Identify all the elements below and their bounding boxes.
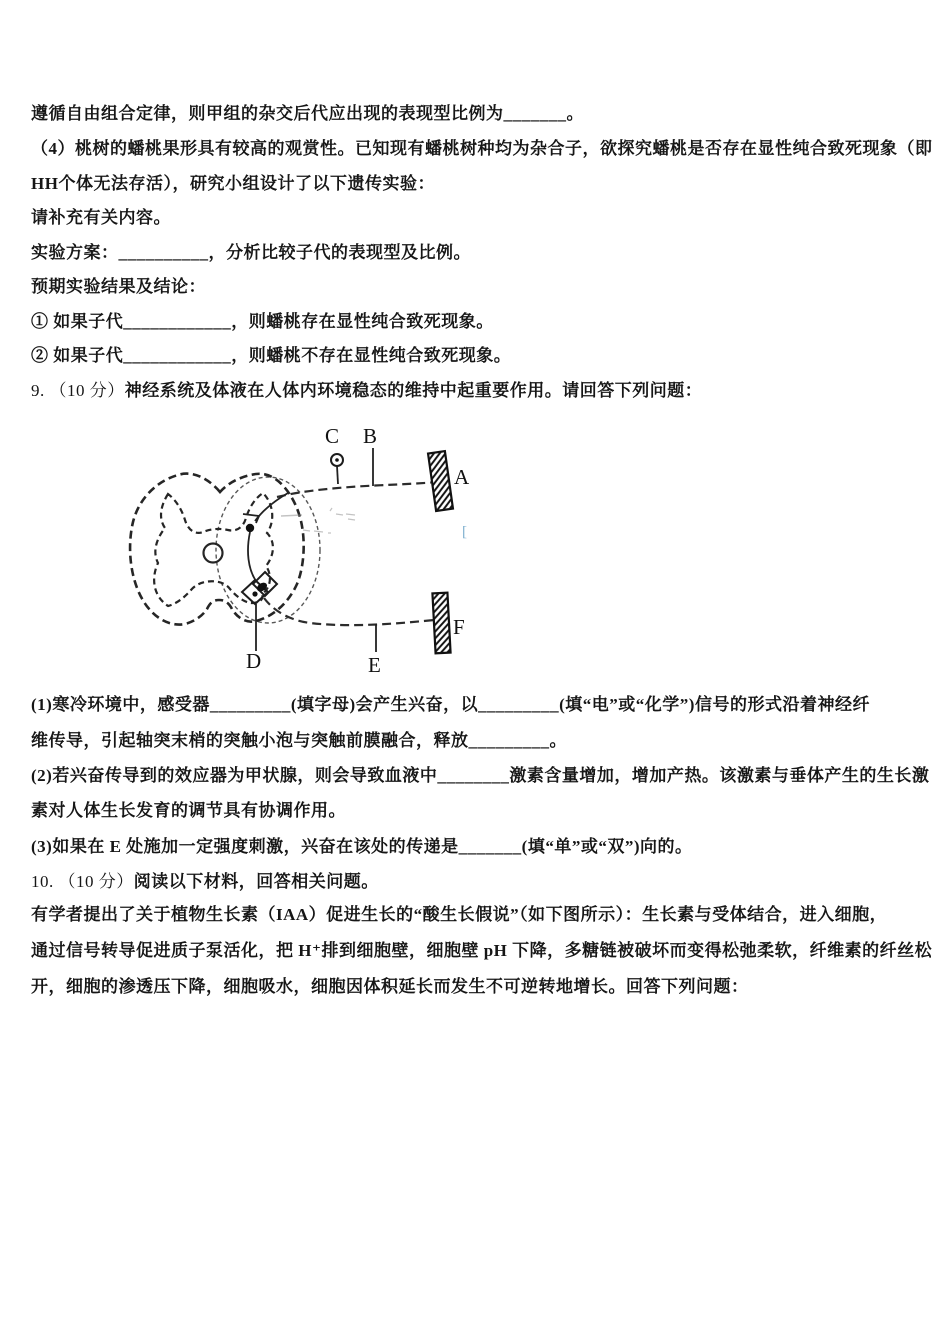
figure-label-b: B [363, 424, 378, 448]
efferent-nerve-path [264, 598, 434, 625]
text-line-10: 维传导，引起轴突末梢的突触小泡与突触前膜融合，释放_________。 [31, 731, 567, 750]
figure-label-d: D [246, 649, 262, 673]
blue-scan-artifact: [ [462, 524, 467, 540]
figure-label-a: A [454, 465, 470, 489]
text-line-14 [31, 872, 379, 892]
figure-label-f: F [453, 615, 465, 639]
text-line-15: 有学者提出了关于植物生长素（IAA）促进生长的“酸生长假说”（如下图所示）：生长素与受体结合，进入细胞， [31, 905, 888, 924]
text-line-9: (1)寒冷环境中，感受器_________(填字母)会产生兴奋，以_________(填“电”或“化学”)信号的形式沿着神经纤 [31, 695, 870, 714]
text-line-3: 请补充有关内容。 [31, 208, 171, 227]
question-number: 10. （10 分） [31, 872, 134, 891]
structure-f-hatched-rect [432, 593, 450, 654]
text-line-12: 素对人体生长发育的调节具有协调作用。 [31, 801, 346, 820]
afferent-nerve-path [277, 483, 431, 498]
question-text: 阅读以下材料，回答相关问题。 [133, 872, 379, 891]
text-line-0: 遵循自由组合定律，则甲组的杂交后代应出现的表现型比例为_______。 [31, 104, 584, 123]
text-line-4: 实验方案：__________，分析比较子代的表现型及比例。 [31, 243, 471, 262]
interneuron-soma-dot [246, 524, 254, 532]
text-line-7: ② 如果子代____________，则蟠桃不存在显性纯合致死现象。 [31, 346, 512, 365]
interneuron-axon [248, 532, 256, 581]
text-line-11: (2)若兴奋传导到的效应器为甲状腺，则会导致血液中________激素含量增加，增加产热。该激素与垂体产生的生长激 [31, 766, 930, 785]
text-line-2: HH个体无法存活），研究小组设计了以下遗传实验： [31, 174, 435, 193]
gray-matter-outline [154, 493, 273, 606]
ganglion-center-dot [335, 458, 339, 462]
figure-label-c: C [325, 424, 340, 448]
text-line-5: 预期实验结果及结论： [31, 277, 206, 296]
reflex-arc-figure [90, 413, 490, 685]
synapse-knob-dot [252, 591, 257, 596]
text-line-17: 开，细胞的渗透压下降，细胞吸水，细胞因体积延长而发生不可逆转地增长。回答下列问题： [31, 977, 749, 996]
question-number: 9. （10 分） [31, 381, 125, 400]
question-text: 神经系统及体液在人体内环境稳态的维持中起重要作用。请回答下列问题： [124, 381, 703, 400]
figure-label-e: E [368, 653, 381, 677]
text-line-1: （4）桃树的蟠桃果形具有较高的观赏性。已知现有蟠桃树种均为杂合子，欲探究蟠桃是否存在显性纯合致死现象（即 [31, 139, 933, 158]
central-canal-circle [204, 544, 223, 563]
ganglion-stem-line [337, 466, 338, 484]
text-line-6: ① 如果子代____________，则蟠桃存在显性纯合致死现象。 [31, 312, 494, 331]
text-line-13: (3)如果在 E 处施加一定强度刺激，兴奋在该处的传递是_______(填“单”或“双”)向的。 [31, 837, 693, 856]
text-line-16: 通过信号转导促进质子泵活化，把 H⁺排到细胞壁，细胞壁 pH 下降，多糖链被破坏而变得松弛柔软，纤维素的纤丝松 [31, 941, 933, 960]
structure-a-hatched-rect [428, 451, 453, 511]
text-line-8 [31, 381, 702, 401]
